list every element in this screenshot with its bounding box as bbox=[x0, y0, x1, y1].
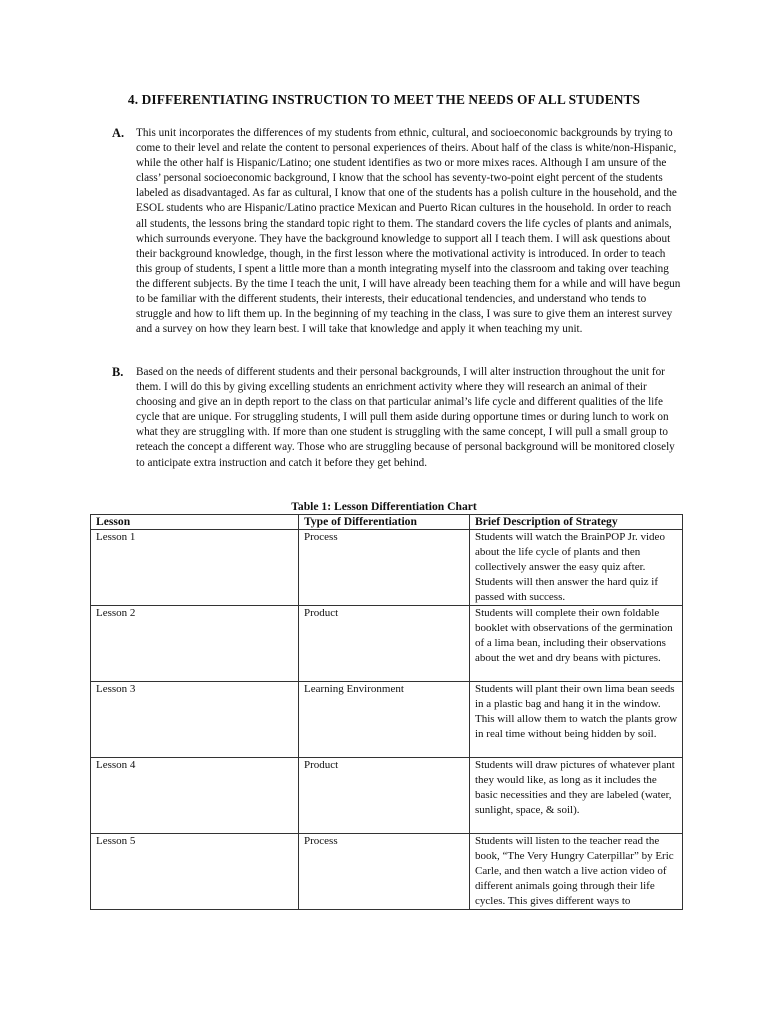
section-a-letter: A. bbox=[112, 126, 125, 140]
section-a bbox=[112, 126, 682, 337]
cell-description: Students will draw pictures of whatever plant they would like, as long as it includes the basic necessities and they are labeled (water, sunlight, space, & soil). bbox=[470, 758, 683, 834]
cell-type: Product bbox=[299, 758, 470, 834]
cell-lesson: Lesson 3 bbox=[91, 682, 299, 758]
table-row bbox=[91, 606, 683, 682]
header-description: Brief Description of Strategy bbox=[470, 515, 683, 530]
cell-lesson: Lesson 2 bbox=[91, 606, 299, 682]
header-type: Type of Differentiation bbox=[299, 515, 470, 530]
section-b bbox=[112, 365, 682, 471]
cell-type: Product bbox=[299, 606, 470, 682]
cell-description: Students will plant their own lima bean seeds in a plastic bag and hang it in the window. This will allow them to watch the plants grow in real time without being hidden by soil. bbox=[470, 682, 683, 758]
section-b-text: Based on the needs of different students and their personal backgrounds, I will alter instruction throughout the unit for them. I will do this by giving excelling students an enrichment activity where they will research an animal of their choosing and give an in depth report to the class on that particular animal’s life cycle and different qualities of the life cycle that are unique. For struggling students, I will pull them aside during opportune times or during lunch to work on what they are struggling with. If more than one student is struggling with the same concept, I will pull a small group to reteach the concept a different way. Those who are struggling because of personal background will be monitored closely to anticipate extra instruction and catch it before they get behind. bbox=[136, 366, 675, 469]
cell-description: Students will complete their own foldable booklet with observations of the germination of a lima bean, including their observations about the wet and dry beans with pictures. bbox=[470, 606, 683, 682]
section-b-letter: B. bbox=[112, 365, 124, 379]
cell-lesson: Lesson 4 bbox=[91, 758, 299, 834]
cell-type: Process bbox=[299, 834, 470, 910]
cell-type: Process bbox=[299, 530, 470, 606]
table-row bbox=[91, 682, 683, 758]
cell-type: Learning Environment bbox=[299, 682, 470, 758]
table-header-row bbox=[91, 515, 683, 530]
cell-lesson: Lesson 5 bbox=[91, 834, 299, 910]
section-a-text: This unit incorporates the differences of my students from ethnic, cultural, and socioeconomic backgrounds by trying to come to their level and relate the content to personal experiences of theirs. About half of the class is white/non-Hispanic, while the other half is Hispanic/Latino; one student identifies as two or more mixes races. Although I am unsure of the class’ personal socioeconomic background, I know that the school has seventy-two-point eight percent of the students labeled as disadvantaged. As far as cultural, I know that one of the students has a polish culture in the household, and the ESOL students who are Hispanic/Latino practice Mexican and Puerto Rican cultures in the household. In order to reach all students, the lessons bring the standard topic right to them. The standard covers the life cycles of plants and animals, which surrounds everyone. They have the background knowledge to support all I teach them. I will ask questions about their background knowledge, though, in the first lesson where the motivational activity is introduced. In order to teach this group of students, I spent a little more than a month integrating myself into the classroom and taking over teaching the different subjects. By the time I teach the unit, I will have already been teaching them for a while and will have begun to be familiar with the different students, their interests, their educational tendencies, and understand who tends to struggle and how to lift them up. In the beginning of my teaching in the class, I was sure to give them an interest survey and a survey on how they learn best. I will take that knowledge and apply it when teaching my unit. bbox=[136, 127, 681, 336]
table-row bbox=[91, 834, 683, 910]
table-row bbox=[91, 758, 683, 834]
cell-description: Students will listen to the teacher read the book, “The Very Hungry Caterpillar” by Eric Carle, and then watch a live action video of different animals going through their life cycles. This gives different ways to bbox=[470, 834, 683, 910]
table-caption: Table 1: Lesson Differentiation Chart bbox=[291, 500, 477, 513]
header-lesson: Lesson bbox=[91, 515, 299, 530]
table-row bbox=[91, 530, 683, 606]
cell-lesson: Lesson 1 bbox=[91, 530, 299, 606]
section-heading: 4. DIFFERENTIATING INSTRUCTION TO MEET THE NEEDS OF ALL STUDENTS bbox=[127, 92, 641, 107]
cell-description: Students will watch the BrainPOP Jr. video about the life cycle of plants and then collectively answer the easy quiz after. Students will then answer the hard quiz if passed with success. bbox=[470, 530, 683, 606]
lesson-differentiation-table bbox=[90, 514, 683, 910]
